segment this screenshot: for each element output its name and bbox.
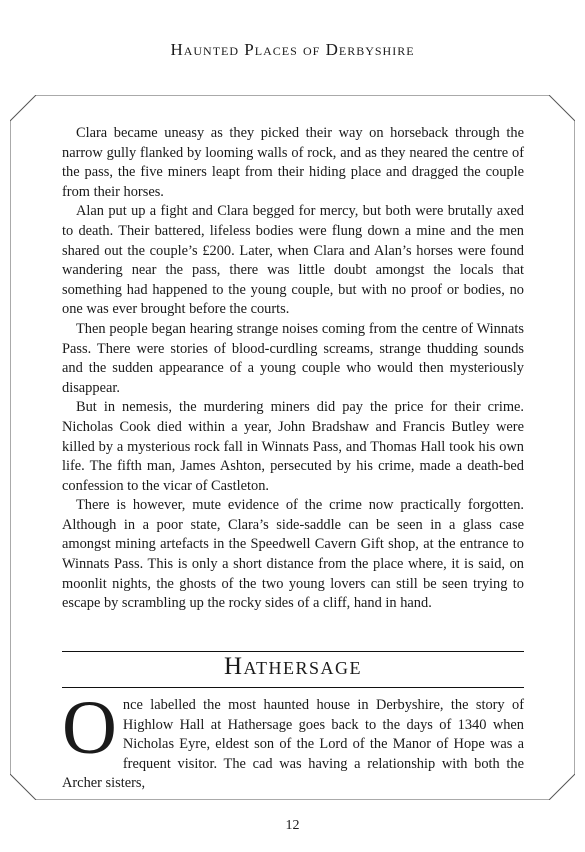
section-rule-bottom bbox=[62, 687, 524, 688]
paragraph: There is however, mute evidence of the crime now practically forgotten. Although in a poor state, Clara’s side-saddle can be seen in a glass case amongst mining artefacts in the Speedwell Cavern Gift shop, at the entrance to Winnats Pass. This is only a short distance from the place where, it is said, on moonlit nights, the ghosts of the two young lovers can still be seen trying to escape by scrambling up the rocky sides of a cliff, hand in hand. bbox=[62, 497, 524, 612]
body-text bbox=[62, 124, 524, 614]
section-intro bbox=[62, 686, 524, 794]
intro-text: nce labelled the most haunted house in Derbyshire, the story of Highlow Hall at Hathersage goes back to the days of 1340 when Nicholas Eyre, eldest son of the Lord of the Manor of Hope was a frequent visitor. The cad was having a relationship with both the Archer sisters, bbox=[62, 697, 524, 792]
paragraph: Then people began hearing strange noises coming from the centre of Winnats Pass. There were stories of blood-curdling screams, strange thudding sounds and the sudden appearance of a young couple who would then mysteriously disappear. bbox=[62, 320, 524, 396]
paragraph: Alan put up a fight and Clara begged for mercy, but both were brutally axed to death. Their battered, lifeless bodies were flung down a mine and the men shared out the couple’s £200. Later, when Clara and Alan’s horses were found wandering near the pass, there was little doubt amongst the locals that something had happened to the young couple, but with no proof or bodies, no one was ever brought before the courts. bbox=[62, 203, 524, 318]
section-rule-top bbox=[62, 651, 524, 652]
drop-cap: O bbox=[62, 686, 117, 770]
section-title: Hathersage bbox=[223, 653, 363, 680]
paragraph: Clara became uneasy as they picked their way on horseback through the narrow gully flanked by looming walls of rock, and as they neared the centre of the pass, the five miners leapt from their hiding place and dragged the couple from their horses. bbox=[62, 125, 524, 200]
page-number: 12 bbox=[285, 818, 300, 833]
paragraph: But in nemesis, the murdering miners did pay the price for their crime. Nicholas Cook died within a year, John Bradshaw and Francis Butley were killed by a mysterious rock fall in Winnats Pass, and Thomas Hall took his own life. The fifth man, James Ashton, persecuted by his crime, made a death-bed confession to the vicar of Castleton. bbox=[62, 399, 524, 494]
running-head: Haunted Places of Derbyshire bbox=[170, 40, 415, 59]
